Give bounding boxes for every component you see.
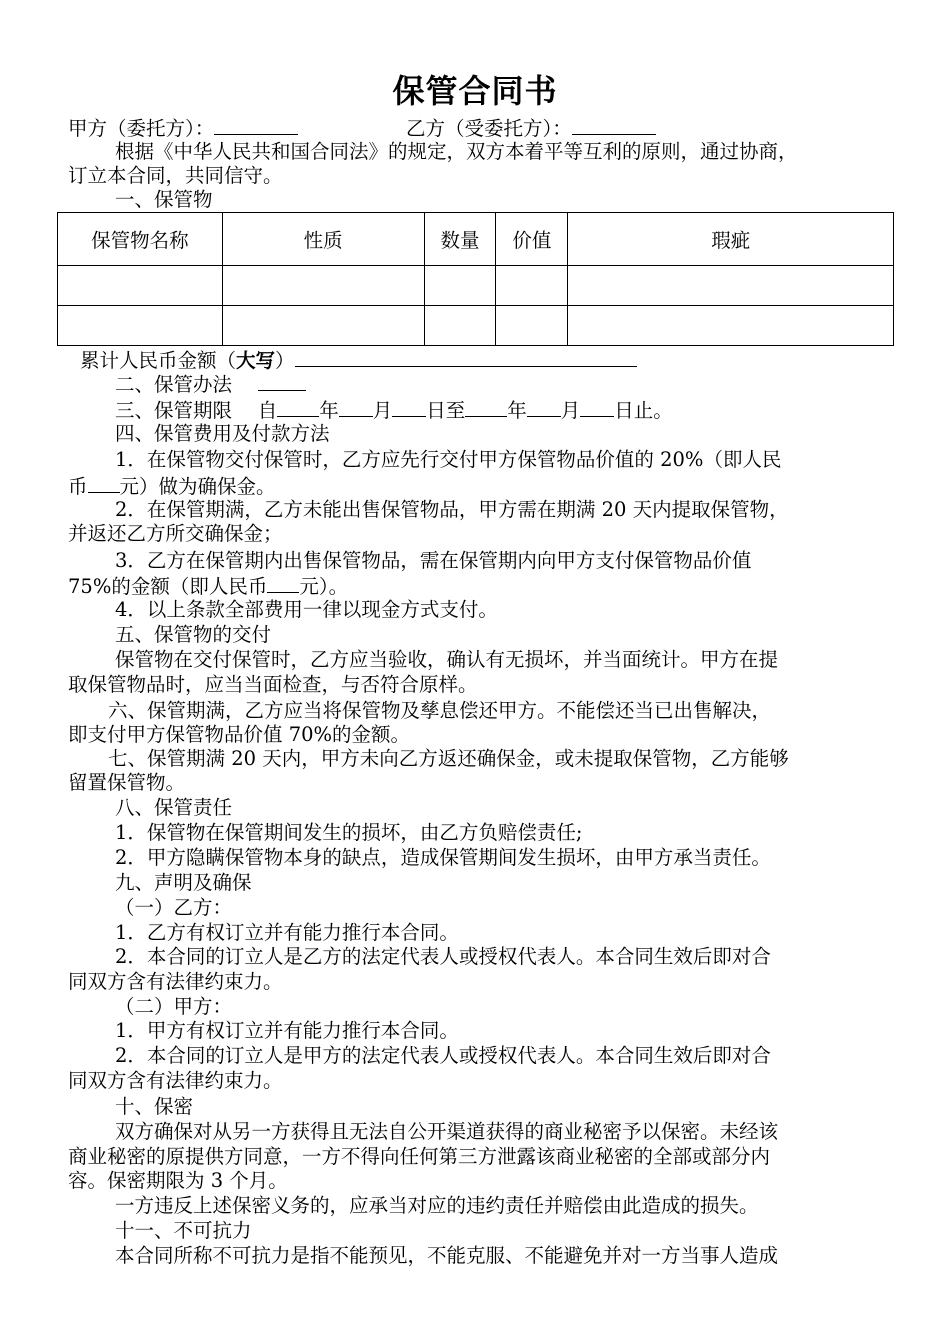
table-cell[interactable] <box>424 266 496 306</box>
table-row <box>58 306 894 346</box>
section-8-heading: 八、保管责任 <box>115 796 233 819</box>
para-10b: 商业秘密的原提供方同意，一方不得向任何第三方泄露该商业秘密的全部或部分内 <box>68 1145 771 1168</box>
para-10a: 双方确保对从另一方获得且无法自公开渠道获得的商业秘密予以保密。未经该 <box>115 1120 779 1143</box>
table-row <box>58 266 894 306</box>
month-label: 月 <box>560 399 581 422</box>
party-a-blank <box>214 114 298 135</box>
year-label: 年 <box>319 399 339 422</box>
table-header-row <box>58 213 894 266</box>
table-cell[interactable] <box>568 306 894 346</box>
para-8-1: 1．保管物在保管期间发生的损坏，由乙方负赔偿责任; <box>115 821 583 844</box>
section-9-heading: 九、声明及确保 <box>115 871 252 894</box>
total-prefix: 累计人民币金额（ <box>80 349 237 372</box>
payment-label: 75%的金额（即人民币 <box>68 575 268 598</box>
table-header: 保管物名称 <box>58 213 223 266</box>
para-9-2-2a: 2．本合同的订立人是甲方的法定代表人或授权代表人。本合同生效后即对合 <box>115 1044 771 1067</box>
end-month-blank <box>527 396 561 417</box>
table-cell[interactable] <box>496 306 568 346</box>
intro-line-1: 根据《中华人民共和国合同法》的规定，双方本着平等互利的原则，通过协商， <box>115 140 798 163</box>
para-6a: 六、保管期满，乙方应当将保管物及孳息偿还甲方。不能偿还当已出售解决， <box>108 699 772 722</box>
year-label: 年 <box>507 399 527 422</box>
para-5a: 保管物在交付保管时，乙方应当验收，确认有无损坏，并当面统计。甲方在提 <box>115 648 779 671</box>
para-9-2-1: 1．甲方有权订立并有能力推行本合同。 <box>115 1019 459 1042</box>
payment-blank <box>267 572 299 593</box>
section-3-line <box>115 396 673 424</box>
total-amount-blank <box>295 346 637 367</box>
para-5b: 取保管物品时，应当当面检查，与否符合原样。 <box>68 673 478 696</box>
day-end-label: 日止。 <box>614 399 673 422</box>
day-to-label: 日至 <box>426 399 466 422</box>
deposit-blank <box>88 472 120 493</box>
section-5-heading: 五、保管物的交付 <box>115 623 272 646</box>
para-9-2-2b: 同双方含有法律约束力。 <box>68 1069 283 1092</box>
para-4-1b <box>68 472 276 500</box>
para-4-1a: 1．在保管物交付保管时，乙方应先行交付甲方保管物品价值的 20%（即人民 <box>115 448 782 471</box>
method-blank <box>258 370 306 391</box>
para-4-4: 4．以上条款全部费用一律以现金方式支付。 <box>115 598 498 621</box>
para-4-2a: 2．在保管期满，乙方未能出售保管物品，甲方需在期满 20 天内提取保管物， <box>115 498 789 521</box>
section-9-2-heading: （二）甲方： <box>115 995 233 1018</box>
section-9-1-heading: （一）乙方： <box>115 896 233 919</box>
start-year-blank <box>277 396 319 417</box>
table-cell[interactable] <box>222 306 424 346</box>
total-suffix: ） <box>275 349 295 372</box>
para-4-3b <box>68 572 348 600</box>
party-b-label: 乙方（受委托方）： <box>406 117 572 140</box>
term-from-label: 三、保管期限 自 <box>115 399 278 422</box>
para-11a: 本合同所称不可抗力是指不能预见，不能克服、不能避免并对一方当事人造成 <box>115 1244 779 1267</box>
para-7b: 留置保管物。 <box>68 771 186 794</box>
para-9-1-2a: 2．本合同的订立人是乙方的法定代表人或授权代表人。本合同生效后即对合 <box>115 945 771 968</box>
para-7a: 七、保管期满 20 天内，甲方未向乙方返还确保金，或未提取保管物，乙方能够 <box>108 747 789 770</box>
table-header: 数量 <box>424 213 496 266</box>
deposit-suffix: 元）做为确保金。 <box>119 475 276 498</box>
table-cell[interactable] <box>496 266 568 306</box>
para-10c: 容。保密期限为 3 个月。 <box>68 1169 288 1192</box>
table-header: 瑕疵 <box>568 213 894 266</box>
para-4-3a: 3．乙方在保管期内出售保管物品，需在保管期内向甲方支付保管物品价值 <box>115 549 752 572</box>
table-cell[interactable] <box>568 266 894 306</box>
para-4-2b: 并返还乙方所交确保金； <box>68 522 283 545</box>
total-bold: 大写 <box>236 349 276 372</box>
para-8-2: 2．甲方隐瞒保管物本身的缺点，造成保管期间发生损坏，由甲方承当责任。 <box>115 846 771 869</box>
start-day-blank <box>392 396 426 417</box>
section-10-heading: 十、保密 <box>115 1095 194 1118</box>
section-4-heading: 四、保管费用及付款方法 <box>115 422 330 445</box>
table-header: 价值 <box>496 213 568 266</box>
end-day-blank <box>580 396 614 417</box>
section-11-heading: 十一、不可抗力 <box>115 1219 252 1242</box>
month-label: 月 <box>372 399 393 422</box>
para-9-1-2b: 同双方含有法律约束力。 <box>68 970 283 993</box>
end-year-blank <box>465 396 507 417</box>
party-a-label: 甲方（委托方）： <box>68 117 215 140</box>
goods-table <box>57 212 894 346</box>
table-cell[interactable] <box>424 306 496 346</box>
para-10d: 一方违反上述保密义务的，应承当对应的违约责任并赔偿由此造成的损失。 <box>115 1194 759 1217</box>
table-cell[interactable] <box>222 266 424 306</box>
section-2-heading: 二、保管办法 <box>115 373 233 396</box>
currency-label: 币 <box>68 475 88 498</box>
page-title: 保管合同书 <box>392 72 558 110</box>
party-b-blank <box>572 114 656 135</box>
section-1-heading: 一、保管物 <box>115 188 213 211</box>
para-9-1-1: 1．乙方有权订立并有能力推行本合同。 <box>115 921 459 944</box>
parties-line <box>68 114 298 142</box>
intro-line-2: 订立本合同，共同信守。 <box>68 164 283 187</box>
start-month-blank <box>339 396 373 417</box>
para-6b: 即支付甲方保管物品价值 70%的金额。 <box>68 723 411 746</box>
section-2-line <box>115 370 306 398</box>
payment-suffix: 元）。 <box>299 575 349 598</box>
table-cell[interactable] <box>58 306 223 346</box>
table-cell[interactable] <box>58 266 223 306</box>
table-header: 性质 <box>222 213 424 266</box>
party-b-line <box>406 114 656 142</box>
